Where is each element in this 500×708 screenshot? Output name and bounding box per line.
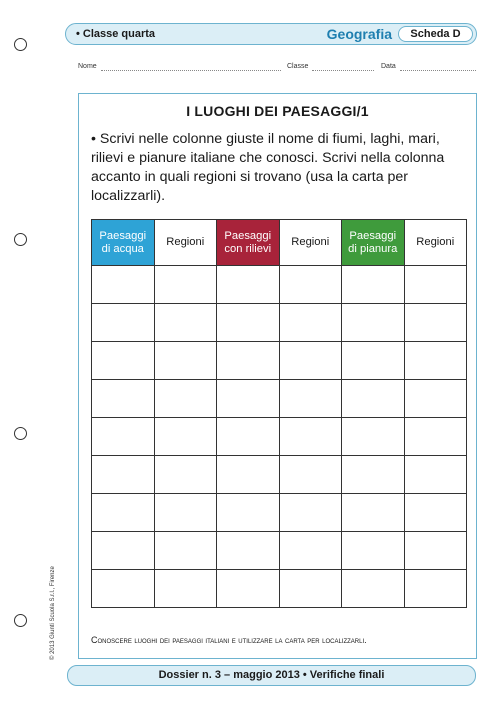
answer-cell[interactable] <box>92 570 155 608</box>
answer-cell[interactable] <box>342 418 405 456</box>
answer-cell[interactable] <box>92 418 155 456</box>
answer-cell[interactable] <box>217 532 280 570</box>
binder-hole <box>14 233 27 246</box>
answer-cell[interactable] <box>404 342 467 380</box>
table-row <box>92 570 467 608</box>
table-row <box>92 494 467 532</box>
answer-cell[interactable] <box>342 494 405 532</box>
answer-cell[interactable] <box>92 342 155 380</box>
answer-cell[interactable] <box>154 304 217 342</box>
answer-cell[interactable] <box>154 342 217 380</box>
answer-cell[interactable] <box>279 266 342 304</box>
exercise-instruction: • Scrivi nelle colonne giuste il nome di fiumi, laghi, mari, rilievi e pianure italiane che conosci. Scrivi nella colonna accanto in quali regioni si trovano (usa la carta per localizzarli). <box>91 131 445 204</box>
answer-cell[interactable] <box>404 494 467 532</box>
table-row <box>92 418 467 456</box>
answer-cell[interactable] <box>217 266 280 304</box>
learning-goal: Conoscere luoghi dei paesaggi italiani e utilizzare la carta per localizzarli. <box>91 635 367 645</box>
table-row <box>92 304 467 342</box>
answer-cell[interactable] <box>342 456 405 494</box>
header-bar <box>65 23 477 45</box>
answer-cell[interactable] <box>279 532 342 570</box>
binder-hole <box>14 614 27 627</box>
answer-cell[interactable] <box>342 570 405 608</box>
footer-bar <box>67 665 476 686</box>
answer-cell[interactable] <box>154 418 217 456</box>
answer-cell[interactable] <box>154 570 217 608</box>
answer-cell[interactable] <box>217 494 280 532</box>
answer-cell[interactable] <box>404 380 467 418</box>
answer-cell[interactable] <box>404 418 467 456</box>
answer-cell[interactable] <box>279 418 342 456</box>
answer-cell[interactable] <box>92 266 155 304</box>
column-header-regions: Regioni <box>154 220 217 266</box>
answer-table <box>91 219 467 608</box>
footer-label: Dossier n. 3 – maggio 2013 • Verifiche finali <box>158 669 385 681</box>
column-header-water: Paesaggi di acqua <box>92 220 155 266</box>
answer-cell[interactable] <box>217 418 280 456</box>
grade-label: • Classe quarta <box>76 28 156 40</box>
answer-cell[interactable] <box>279 342 342 380</box>
exercise-title: I LUOGHI DEI PAESAGGI/1 <box>186 103 369 119</box>
name-field[interactable] <box>101 70 281 71</box>
table-row <box>92 532 467 570</box>
sheet-badge: Scheda D <box>398 26 473 42</box>
exercise-card <box>78 93 477 659</box>
table-row <box>92 266 467 304</box>
answer-cell[interactable] <box>154 532 217 570</box>
answer-cell[interactable] <box>92 494 155 532</box>
answer-cell[interactable] <box>279 304 342 342</box>
answer-cell[interactable] <box>342 342 405 380</box>
binder-hole <box>14 427 27 440</box>
column-header-regions: Regioni <box>279 220 342 266</box>
table-row <box>92 342 467 380</box>
answer-cell[interactable] <box>217 304 280 342</box>
table-row <box>92 380 467 418</box>
answer-cell[interactable] <box>217 342 280 380</box>
answer-cell[interactable] <box>342 532 405 570</box>
answer-cell[interactable] <box>342 304 405 342</box>
column-header-regions: Regioni <box>404 220 467 266</box>
answer-cell[interactable] <box>279 456 342 494</box>
copyright-note: © 2013 Giunti Scuola S.r.l., Firenze <box>50 566 56 660</box>
answer-cell[interactable] <box>279 494 342 532</box>
name-label: Nome <box>78 63 97 70</box>
date-label: Data <box>381 63 396 70</box>
answer-cell[interactable] <box>404 456 467 494</box>
answer-cell[interactable] <box>217 456 280 494</box>
table-header-row <box>92 220 467 266</box>
answer-cell[interactable] <box>404 570 467 608</box>
class-field[interactable] <box>312 70 374 71</box>
answer-cell[interactable] <box>92 304 155 342</box>
table-row <box>92 456 467 494</box>
answer-cell[interactable] <box>154 494 217 532</box>
answer-cell[interactable] <box>154 456 217 494</box>
date-field[interactable] <box>400 70 476 71</box>
answer-cell[interactable] <box>217 570 280 608</box>
answer-cell[interactable] <box>92 380 155 418</box>
answer-cell[interactable] <box>279 380 342 418</box>
binder-hole <box>14 38 27 51</box>
column-header-plain: Paesaggi di pianura <box>342 220 405 266</box>
answer-cell[interactable] <box>342 380 405 418</box>
column-header-relief: Paesaggi con rilievi <box>217 220 280 266</box>
answer-cell[interactable] <box>154 266 217 304</box>
answer-cell[interactable] <box>404 304 467 342</box>
answer-cell[interactable] <box>217 380 280 418</box>
answer-cell[interactable] <box>92 456 155 494</box>
answer-cell[interactable] <box>154 380 217 418</box>
answer-cell[interactable] <box>342 266 405 304</box>
answer-cell[interactable] <box>404 532 467 570</box>
answer-cell[interactable] <box>404 266 467 304</box>
subject-label: Geografia <box>326 26 392 42</box>
answer-cell[interactable] <box>279 570 342 608</box>
class-label: Classe <box>287 63 309 70</box>
answer-cell[interactable] <box>92 532 155 570</box>
